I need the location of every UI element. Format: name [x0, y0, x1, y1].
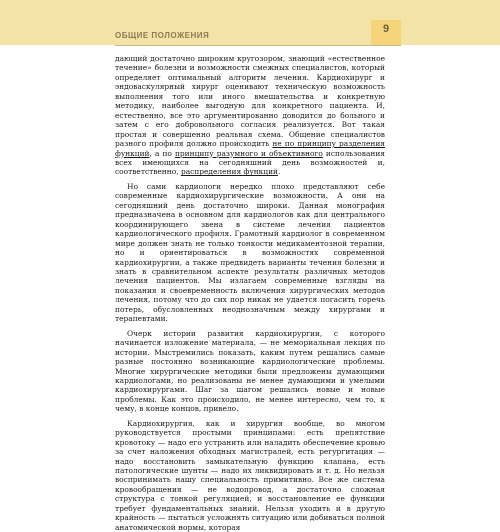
page-number-box: [371, 20, 401, 45]
p1-underline-3: распределения функций: [180, 167, 278, 177]
paragraph-4: Кардиохирургия, как и хирургия вообще, во многом руководствуется простыми принципами: есть препятствие кровотоку — надо его устранить или наладить обеспечение кровью за счет наложения обходных магистралей, есть регургитация — надо восстановить замыкательную функцию клапана, есть патологические шунты — надо их ликвидировать и т. д. Но нельзя воспринимать нашу специальность примитивно. Все же система кровообращения — не водопровод, а достаточно сложная структура с тонкой регуляцией, и восстановление ее функции требует фундаментальных знаний. Нельзя уходить и в другую крайность — пытаться усложнять ситуацию или добиваться полной анатомической нормы, которая: [115, 418, 385, 532]
p1-underline-2: принципу разумного и объективного: [174, 148, 323, 158]
paragraph-3: Очерк истории развития кардиохирургии, с которого начинается изложение материала, — не мемориальная лекция по истории. Мыстремились показать, каким путем решались самые разные постоянно возникающие кардиологические проблемы. Многие хирургические методики были предложены думающими кардиологами, но реализованы не менее думающими и умелыми кардиохирургами. Шаг за шагом решались новые и новые проблемы. Как это происходило, не менее интересно, чем то, к чему, в конце концов, привело.: [115, 328, 385, 414]
body-text: [115, 54, 385, 532]
p1-text-4: .: [278, 167, 281, 177]
p1-text-1: дающий достаточно широким кругозором, знающий «естественное течение» болезни и возможности смежных специалистов, который определяет оптимальный алгоритм лечения. Кардиохирург и эндоваскулярный хирург оценивают техническую возможность выполнения того или иного вмешательства и конкретную методику, наиболее выгодную для конкретного пациента. И, естественно, все это аргументированно доводится до больного и затем с его добровольного согласия реализуется. Вот такая простая и совершенно реальная схема. Общение специалистов разного профиля должно происходить: [115, 54, 385, 149]
header-rule: [115, 45, 401, 46]
paragraph-2: Но сами кардиологи нередко плохо представляют себе современные кардиохирургические возможности. А они на сегодняшний день достаточно широки. Данная монография предназначена в основном для кардиологов как для центрального координирующего звена в системе лечения пациентов кардиологического профиля. Грамотный кардиолог в современном мире должен знать не только тонкости медикаментозной терапии, но и ориентироваться в возможностях современной кардиохирургии, а также предвидеть варианты течения болезни и знать в сравнительном аспекте результаты различных методов лечения пациентов. Мы излагаем современные взгляды на показания и своевременность включения хирургических методов лечения, потому что до сих пор никак не удается погасить горечь потерь, обусловленных неоднозначным между хирургами и терапевтами.: [115, 181, 385, 324]
page-number: 9: [382, 23, 390, 35]
p1-text-2: , а по: [149, 148, 175, 158]
header-band: [0, 0, 500, 45]
p1-underline-1: не по принципу разделения функций: [115, 139, 385, 158]
paragraph-1: [115, 54, 385, 177]
p1-text-3: использования всех имеющихся на сегодняшний день возможностей и, соответственно,: [115, 148, 385, 177]
section-title: ОБЩИЕ ПОЛОЖЕНИЯ: [115, 31, 210, 40]
